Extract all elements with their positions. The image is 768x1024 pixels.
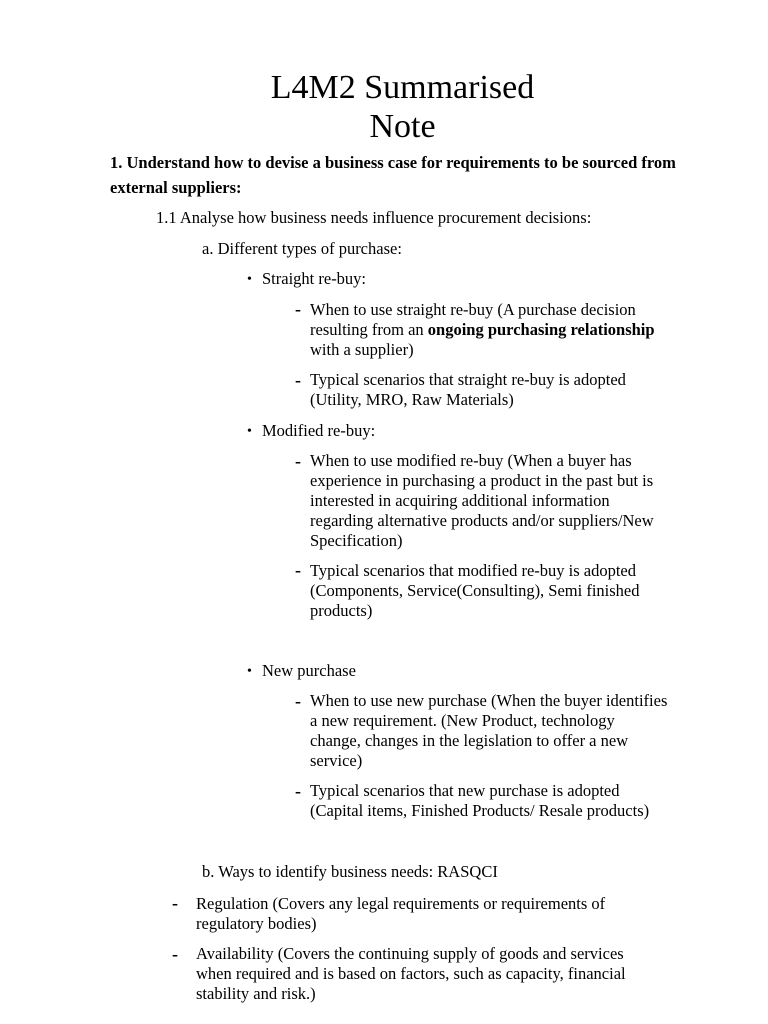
new-purchase-when <box>310 691 720 771</box>
section-heading: 1. Understand how to devise a business case for requirements to be sourced from external suppliers: <box>110 153 676 197</box>
straight-rebuy-when-bold: ongoing purchasing relationship <box>427 320 655 339</box>
modified-rebuy-typical-line: Typical scenarios that modified re-buy is adopted <box>310 561 636 580</box>
bullet-icon: • <box>247 664 252 679</box>
dash-icon: - <box>172 893 178 913</box>
straight-rebuy-when <box>310 300 710 360</box>
dash-icon: - <box>295 691 301 711</box>
new-purchase-typical-line: (Capital items, Finished Products/ Resale products) <box>310 801 650 820</box>
document-title-line-1: L4M2 Summarised <box>270 69 535 106</box>
new-purchase-when-line: change, changes in the legislation to offer a new <box>310 731 629 750</box>
bullet-icon: • <box>247 272 252 287</box>
new-purchase-when-line: a new requirement. (New Product, technology <box>310 711 615 730</box>
dash-icon: - <box>295 451 301 471</box>
dash-icon: - <box>172 944 178 964</box>
new-purchase-when-line: service) <box>310 751 363 770</box>
availability-line: stability and risk.) <box>196 984 316 1003</box>
new-purchase-typical-line: Typical scenarios that new purchase is adopted <box>310 781 620 800</box>
straight-rebuy-typical <box>310 370 710 410</box>
modified-rebuy-typical-line: (Components, Service(Consulting), Semi finished <box>310 581 640 600</box>
availability-line: Availability (Covers the continuing supply of goods and services <box>196 944 624 963</box>
modified-rebuy-label: Modified re-buy: <box>262 421 376 440</box>
straight-rebuy-label: Straight re-buy: <box>262 269 367 288</box>
modified-rebuy-typical <box>310 561 710 621</box>
straight-rebuy-when-line-1: When to use straight re-buy (A purchase decision <box>310 300 636 319</box>
modified-rebuy-when-line: When to use modified re-buy (When a buyer has <box>310 451 632 470</box>
sub-heading: 1.1 Analyse how business needs influence procurement decisions: <box>156 208 592 227</box>
availability-item <box>196 944 716 1004</box>
regulation-line: regulatory bodies) <box>196 914 317 933</box>
modified-rebuy-when-line: interested in acquiring additional information <box>310 491 610 510</box>
dash-icon: - <box>295 781 301 801</box>
regulation-item <box>196 894 716 934</box>
straight-rebuy-typical-line-2: (Utility, MRO, Raw Materials) <box>310 390 514 409</box>
dash-icon: - <box>295 560 301 580</box>
modified-rebuy-typical-line: products) <box>310 601 373 620</box>
straight-rebuy-typical-line-1: Typical scenarios that straight re-buy is adopted <box>310 370 626 389</box>
modified-rebuy-when-line: experience in purchasing a product in the past but is <box>310 471 654 490</box>
bullet-icon: • <box>247 424 252 439</box>
availability-line: when required and is based on factors, such as capacity, financial <box>196 964 626 983</box>
new-purchase-label: New purchase <box>262 661 356 680</box>
dash-icon: - <box>295 370 301 390</box>
modified-rebuy-when <box>310 451 710 551</box>
straight-rebuy-when-line-3: with a supplier) <box>310 340 414 359</box>
regulation-line: Regulation (Covers any legal requirements or requirements of <box>196 894 606 913</box>
modified-rebuy-when-line: regarding alternative products and/or suppliers/New <box>310 511 654 530</box>
new-purchase-typical <box>310 781 720 821</box>
modified-rebuy-when-line: Specification) <box>310 531 403 550</box>
section-b-heading: b. Ways to identify business needs: RASQCI <box>202 862 498 881</box>
dash-icon: - <box>295 299 301 319</box>
straight-rebuy-when-line-2-text: resulting from an <box>310 320 428 339</box>
new-purchase-when-line: When to use new purchase (When the buyer identifies <box>310 691 668 710</box>
section-a-heading: a. Different types of purchase: <box>202 239 402 258</box>
straight-rebuy-when-line-2 <box>310 320 710 340</box>
document-title-line-2: Note <box>369 108 436 145</box>
